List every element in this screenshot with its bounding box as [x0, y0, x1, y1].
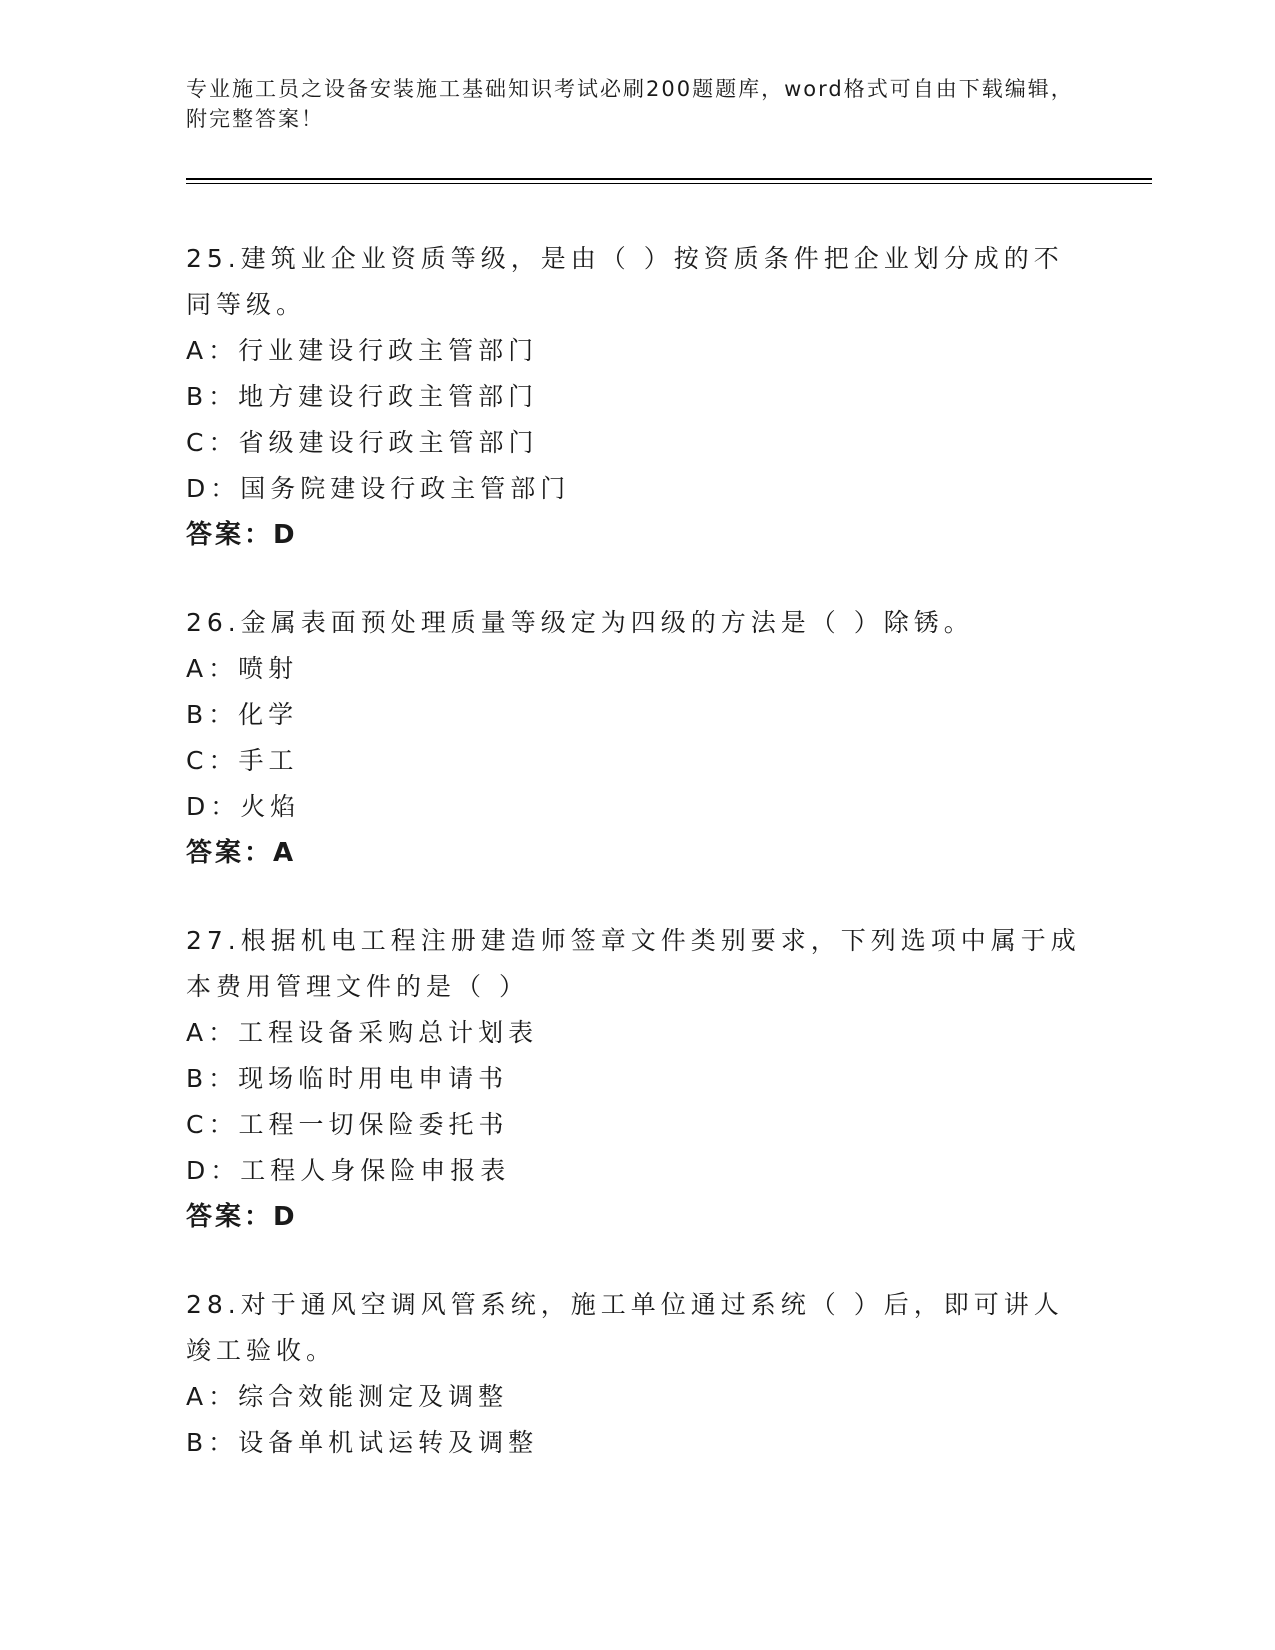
- option-b: B：地方建设行政主管部门: [186, 382, 539, 411]
- option-c: C：省级建设行政主管部门: [186, 428, 539, 457]
- option-b: B：化学: [186, 700, 299, 729]
- question-28: [186, 1282, 1086, 1466]
- option-c: C：工程一切保险委托书: [186, 1110, 509, 1139]
- answer-label: 答案：D: [186, 1202, 298, 1232]
- option-d: D：火焰: [186, 792, 301, 821]
- question-stem: 26.金属表面预处理质量等级定为四级的方法是（ ）除锈。: [186, 608, 974, 637]
- option-a: A：行业建设行政主管部门: [186, 336, 539, 365]
- answer-label: 答案：D: [186, 520, 298, 550]
- answer-label: 答案：A: [186, 838, 297, 868]
- option-b: B：设备单机试运转及调整: [186, 1428, 539, 1457]
- question-26: [186, 600, 1086, 876]
- question-stem: 28.对于通风空调风管系统，施工单位通过系统（ ）后，即可讲人竣工验收。: [186, 1290, 1064, 1365]
- question-stem: 27.根据机电工程注册建造师签章文件类别要求，下列选项中属于成本费用管理文件的是（ ）: [186, 926, 1081, 1001]
- question-25: [186, 236, 1086, 558]
- option-a: A：综合效能测定及调整: [186, 1382, 509, 1411]
- question-27: [186, 918, 1086, 1240]
- option-c: C：手工: [186, 746, 299, 775]
- option-a: A：工程设备采购总计划表: [186, 1018, 539, 1047]
- question-stem: 25.建筑业企业资质等级，是由（ ）按资质条件把企业划分成的不同等级。: [186, 244, 1064, 319]
- option-a: A：喷射: [186, 654, 299, 683]
- header-divider-thick: [186, 178, 1152, 180]
- header-divider-thin: [186, 183, 1152, 184]
- option-d: D：国务院建设行政主管部门: [186, 474, 571, 503]
- document-header: 专业施工员之设备安装施工基础知识考试必刷200题题库，word格式可自由下载编辑，附完整答案！: [186, 77, 1074, 131]
- option-b: B：现场临时用电申请书: [186, 1064, 509, 1093]
- question-list: [186, 236, 1086, 1508]
- option-d: D：工程人身保险申报表: [186, 1156, 511, 1185]
